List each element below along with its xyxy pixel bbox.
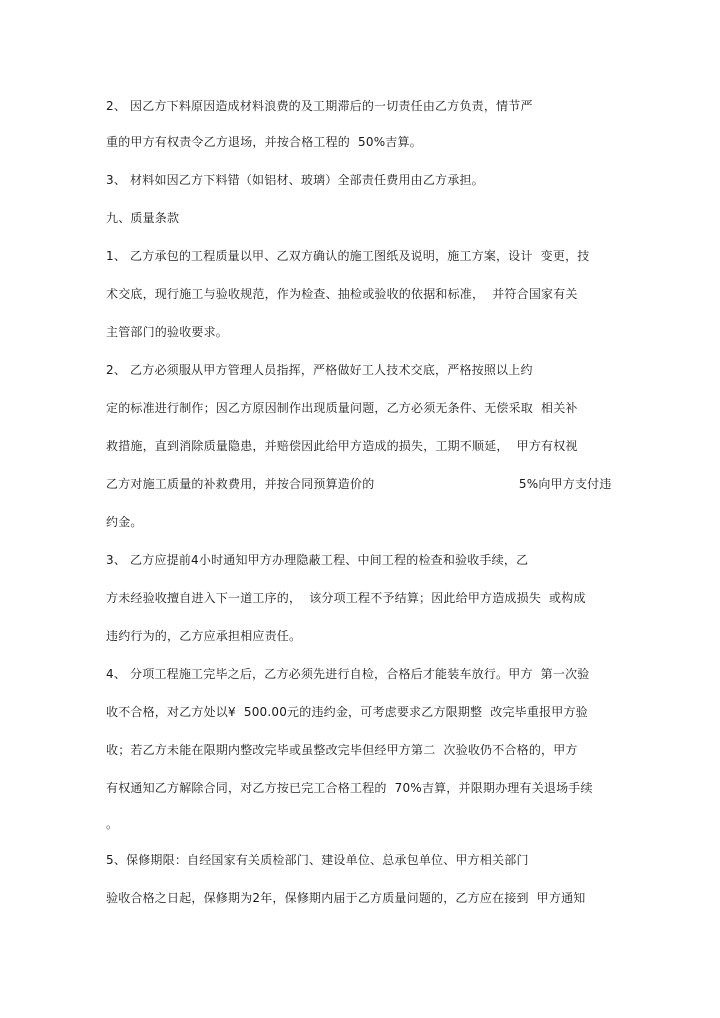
- text-line: 违约行为的，乙方应承担相应责任。: [106, 629, 302, 643]
- text-line: 4、 分项工程施工完毕之后，乙方必须先进行自检，合格后才能装车放行。甲方 第一次验: [106, 667, 590, 681]
- text-line: 收不合格，对乙方处以¥ 500.00元的违约金，可考虑要求乙方限期整 改完毕重报甲方验: [106, 705, 588, 719]
- text-line: 5、保修期限：自经国家有关质检部门、建设单位、总承包单位、甲方相关部门: [106, 853, 529, 867]
- text-line: 主管部门的验收要求。: [106, 325, 229, 339]
- text-line: 1、 乙方承包的工程质量以甲、乙双方确认的施工图纸及说明，施工方案，设计 变更，技: [106, 249, 590, 263]
- text-line: 救措施，直到消除质量隐患，并赔偿因此给甲方造成的损失，工期不顺延， 甲方有权视: [106, 439, 578, 453]
- text-line: 2、 因乙方下料原因造成材料浪费的及工期滞后的一切责任由乙方负责，情节严: [106, 99, 533, 113]
- text-line: 有权通知乙方解除合同，对乙方按已完工合格工程的 70%吉算，并限期办理有关退场手续: [106, 781, 593, 795]
- text-line: 乙方对施工质量的补救费用，并按合同预算造价的 5%向甲方支付违: [106, 477, 612, 491]
- text-line: 收；若乙方未能在限期内整改完毕或虽整改完毕但经甲方第二 次验收仍不合格的，甲方: [106, 743, 578, 757]
- section-heading: 九、质量条款: [106, 211, 180, 225]
- text-line: 2、 乙方必须服从甲方管理人员指挥，严格做好工人技术交底，严格按照以上约: [106, 363, 533, 377]
- text-line: 验收合格之日起，保修期为2年，保修期内届于乙方质量问题的，乙方应在接到 甲方通知: [106, 891, 586, 905]
- text-line: 3、 乙方应提前4小时通知甲方办理隐蔽工程、中间工程的检查和验收手续，乙: [106, 553, 529, 567]
- text-line: 重的甲方有权责令乙方退场，并按合格工程的 50%吉算。: [106, 135, 422, 149]
- text-line: 约金。: [106, 515, 143, 529]
- text-line: 方未经验收擅自进入下一道工序的， 该分项工程不予结算；因此给甲方造成损失 或构成: [106, 591, 586, 605]
- text-line: 定的标准进行制作；因乙方原因制作出现质量问题，乙方必须无条件、无偿采取 相关补: [106, 401, 578, 415]
- text-line: 术交底，现行施工与验收规范，作为检查、抽检或验收的依据和标准， 并符合国家有关: [106, 287, 578, 301]
- text-line: 。: [106, 817, 119, 831]
- text-line: 3、 材料如因乙方下料错（如铝材、玻璃）全部责任费用由乙方承担。: [106, 173, 484, 187]
